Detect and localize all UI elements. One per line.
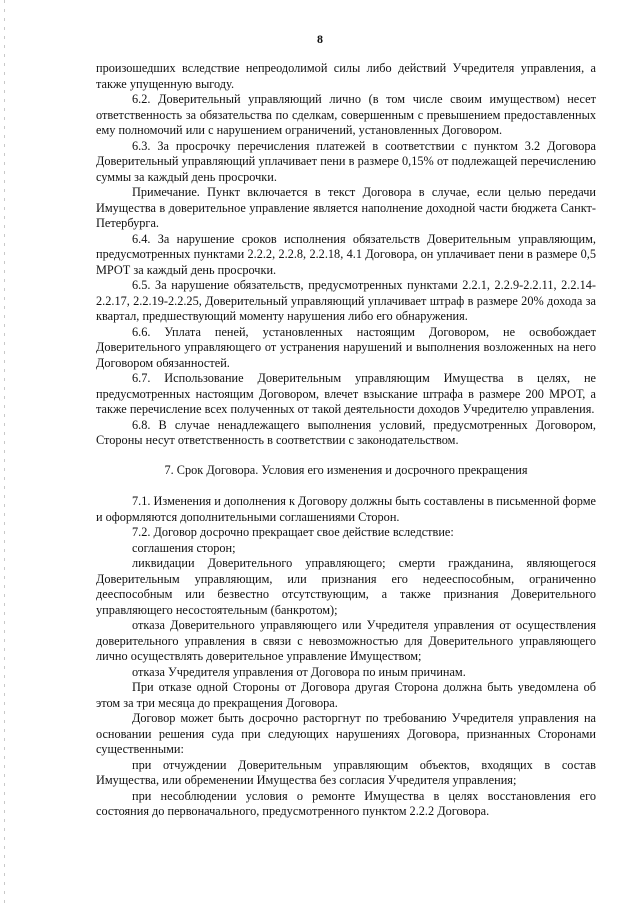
scan-edge-mark [4, 0, 5, 905]
paragraph-termination: Договор может быть досрочно расторгнут по требованию Учредителя управления на основании решения суда при следующих нарушениях Договора, признанных Сторонами существенными: [96, 711, 596, 756]
paragraph-6-7: 6.7. Использование Доверительным управляющим Имущества в целях, не предусмотренных настоящим Договором, влечет взыскание штрафа в размере 200 МРОТ, а также перечисление всех полученных от такой деятельности доходов Учредителю управления. [96, 371, 596, 416]
paragraph-6-2: 6.2. Доверительный управляющий лично (в том числе своим имуществом) несет ответственность за обязательства по сделкам, совершенным с превышением предоставленных ему полномочий или с нарушением ограничений, установленных Договором. [96, 92, 596, 137]
paragraph-7-2: 7.2. Договор досрочно прекращает свое действие вследствие: [132, 525, 454, 539]
page-number: 8 [317, 32, 323, 46]
list-item-liquidation: ликвидации Доверительного управляющего; смерти гражданина, являющегося Доверительным управляющим, или признания его недееспособным, ограниченно дееспособным или безвестно отсутствующим, а также признания Доверительного управляющего несостоятельным (банкротом); [96, 556, 596, 617]
list-item-refusal-other: отказа Учредителя управления от Договора по иным причинам. [132, 664, 466, 679]
paragraph-6-5: 6.5. За нарушение обязательств, предусмотренных пунктами 2.2.1, 2.2.9-2.2.11, 2.2.14-2.2.17, 2.2.19-2.2.25, Доверительный управляющий уплачивает штраф в размере 20% дохода за квартал, предшествующий моменту нарушения либо его обнаружения. [96, 278, 596, 323]
list-item-agreement: соглашения сторон; [132, 540, 236, 555]
list-item-refusal: отказа Доверительного управляющего или Учредителя управления от осуществления доверительного управления в связи с невозможностью для Доверительного управляющего лично осуществлять доверительное управление Имуществом; [96, 618, 596, 663]
paragraph-6-6: 6.6. Уплата пеней, установленных настоящим Договором, не освобождает Доверительного управляющего от устранения нарушений и выполнения возложенных на него Договором обязанностей. [96, 324, 596, 370]
paragraph-7-1: 7.1. Изменения и дополнения к Договору должны быть составлены в письменной форме и оформляются дополнительными соглашениями Сторон. [96, 494, 597, 524]
paragraph-notice: При отказе одной Стороны от Договора другая Сторона должна быть уведомлена об этом за три месяца до прекращения Договора. [96, 680, 596, 710]
list-item-alienation: при отчуждении Доверительным управляющим объектов, входящих в состав Имущества, или обременении Имущества без согласия Учредителя управления; [96, 757, 596, 787]
spacer [96, 449, 596, 463]
document-body [96, 61, 596, 820]
spacer [96, 478, 596, 494]
paragraph-6-4: 6.4. За нарушение сроков исполнения обязательств Доверительным управляющим, предусмотренных пунктами 2.2.2, 2.2.8, 2.2.18, 4.1 Договора, он уплачивает пени в размере 0,5 МРОТ за каждый день просрочки. [96, 231, 596, 277]
section-7-heading: 7. Срок Договора. Условия его изменения и досрочного прекращения [164, 462, 528, 477]
paragraph-note: Примечание. Пункт включается в текст Договора в случае, если целью передачи Имущества в доверительное управление является наполнение доходной части бюджета Санкт-Петербурга. [96, 185, 596, 230]
paragraph-6-3: 6.3. За просрочку перечисления платежей в соответствии с пунктом 3.2 Договора Доверительный управляющий уплачивает пени в размере 0,15% от подлежащей перечислению суммы за каждый день просрочки. [96, 138, 596, 184]
paragraph-6-1-continuation: произошедших вследствие непреодолимой силы либо действий Учредителя управления, а также упущенную выгоду. [96, 61, 596, 91]
paragraph-6-8: 6.8. В случае ненадлежащего выполнения условий, предусмотренных Договором, Стороны несут ответственность в соответствии с законодательством. [96, 417, 596, 447]
list-item-repair: при несоблюдении условия о ремонте Имущества в целях восстановления его состояния до первоначального, предусмотренного пунктом 2.2.2 Договора. [96, 788, 596, 818]
